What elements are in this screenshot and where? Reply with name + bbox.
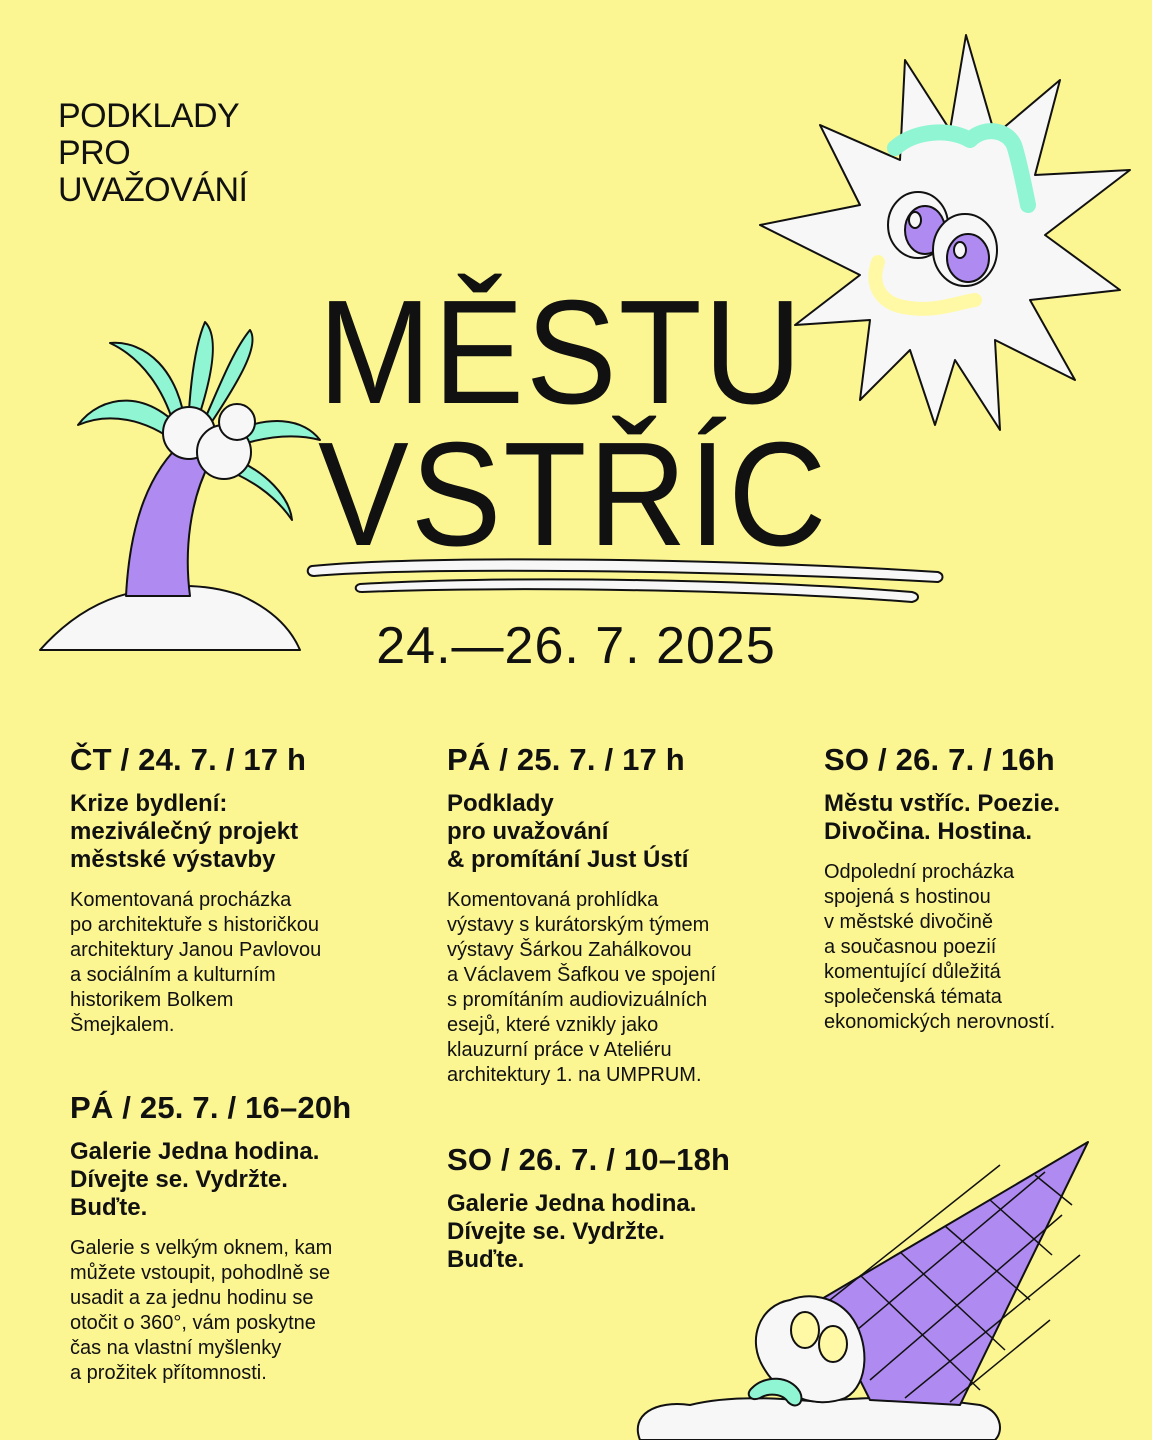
event-desc-line: usadit a za jednu hodinu se [70,1287,314,1309]
event-name-line: Dívejte se. Vydržte. [70,1166,288,1193]
event-desc-line: čas na vlastní myšlenky [70,1337,282,1359]
event-desc-line: klauzurní práce v Ateliéru [447,1039,672,1061]
event-desc-line: esejů, které vznikly jako [447,1014,659,1036]
event-description [70,1236,400,1386]
date-range: 24.—26. 7. 2025 [376,617,776,675]
event-name-line: Galerie Jedna hodina. [447,1190,697,1217]
event-desc-line: a současnou poezií [824,936,997,958]
event-card [447,742,787,1088]
event-when: SO / 26. 7. / 16h [824,742,1055,777]
event-desc-line: Šmejkalem. [70,1014,175,1036]
event-name [70,1138,400,1222]
event-desc-line: můžete vstoupit, pohodlně se [70,1262,331,1284]
event-name-line: Podklady [447,790,554,817]
event-desc-line: po architektuře s historičkou [70,914,320,936]
event-name-line: Dívejte se. Vydržte. [447,1218,665,1245]
series-title-line: UVAŽOVÁNÍ [58,171,248,209]
event-name-line: meziválečný projekt [70,818,299,845]
event-desc-line: a prožitek přítomnosti. [70,1362,267,1384]
event-desc-line: architektury 1. na UMPRUM. [447,1064,702,1086]
event-when: PÁ / 25. 7. / 16–20h [70,1090,352,1125]
series-title [58,98,247,209]
sun-face-icon [760,35,1130,430]
event-name-line: Buďte. [70,1194,148,1221]
event-name [447,1190,787,1274]
event-when: SO / 26. 7. / 10–18h [447,1142,731,1177]
event-card [70,1090,400,1386]
palm-tree-icon [40,322,320,650]
event-desc-line: společenská témata [824,986,1002,1008]
event-description [824,860,1124,1035]
event-name-line: pro uvažování [447,818,609,845]
event-desc-line: ekonomických nerovností. [824,1011,1056,1033]
event-desc-line: v městské divočině [824,911,993,933]
event-desc-line: Komentovaná procházka [70,889,292,911]
event-name-line: Galerie Jedna hodina. [70,1138,320,1165]
event-name-line: Městu vstříc. Poezie. [824,790,1061,817]
event-description [447,888,787,1088]
event-when: PÁ / 25. 7. / 17 h [447,742,685,777]
main-title-line-1: MĚSTU [318,270,804,435]
event-name-line: Buďte. [447,1246,525,1273]
event-name-line: Krize bydlení: [70,790,228,817]
event-desc-line: Komentovaná prohlídka [447,889,659,911]
event-when: ČT / 24. 7. / 17 h [70,742,307,777]
event-card [824,742,1124,1035]
event-desc-line: spojená s hostinou [824,886,991,908]
event-name-line: Divočina. Hostina. [824,818,1033,845]
event-name [447,790,787,874]
event-card [70,742,400,1038]
series-title-line: PRO [58,134,131,172]
event-name-line: městské výstavby [70,846,276,873]
main-title-line-2: VSTŘÍC [318,412,829,577]
event-name-line: & promítání Just Ústí [447,846,689,873]
event-desc-line: Galerie s velkým oknem, kam [70,1237,333,1259]
series-title-line: PODKLADY [58,97,240,135]
event-desc-line: architektury Janou Pavlovou [70,939,322,961]
event-description [70,888,400,1038]
event-desc-line: Odpolední procházka [824,861,1015,883]
event-desc-line: výstavy Šárkou Zahálkovou [447,939,692,961]
event-desc-line: komentující důležitá [824,961,1001,983]
event-desc-line: s promítáním audiovizuálních [447,989,708,1011]
event-card [447,1142,787,1274]
event-desc-line: otočit o 360°, vám poskytne [70,1312,316,1334]
event-desc-line: a Václavem Šafkou ve spojení [447,964,717,986]
event-desc-line: historikem Bolkem [70,989,234,1011]
event-desc-line: a sociálním a kulturním [70,964,276,986]
event-name [824,790,1124,846]
event-desc-line: výstavy s kurátorským týmem [447,914,710,936]
event-name [70,790,400,874]
